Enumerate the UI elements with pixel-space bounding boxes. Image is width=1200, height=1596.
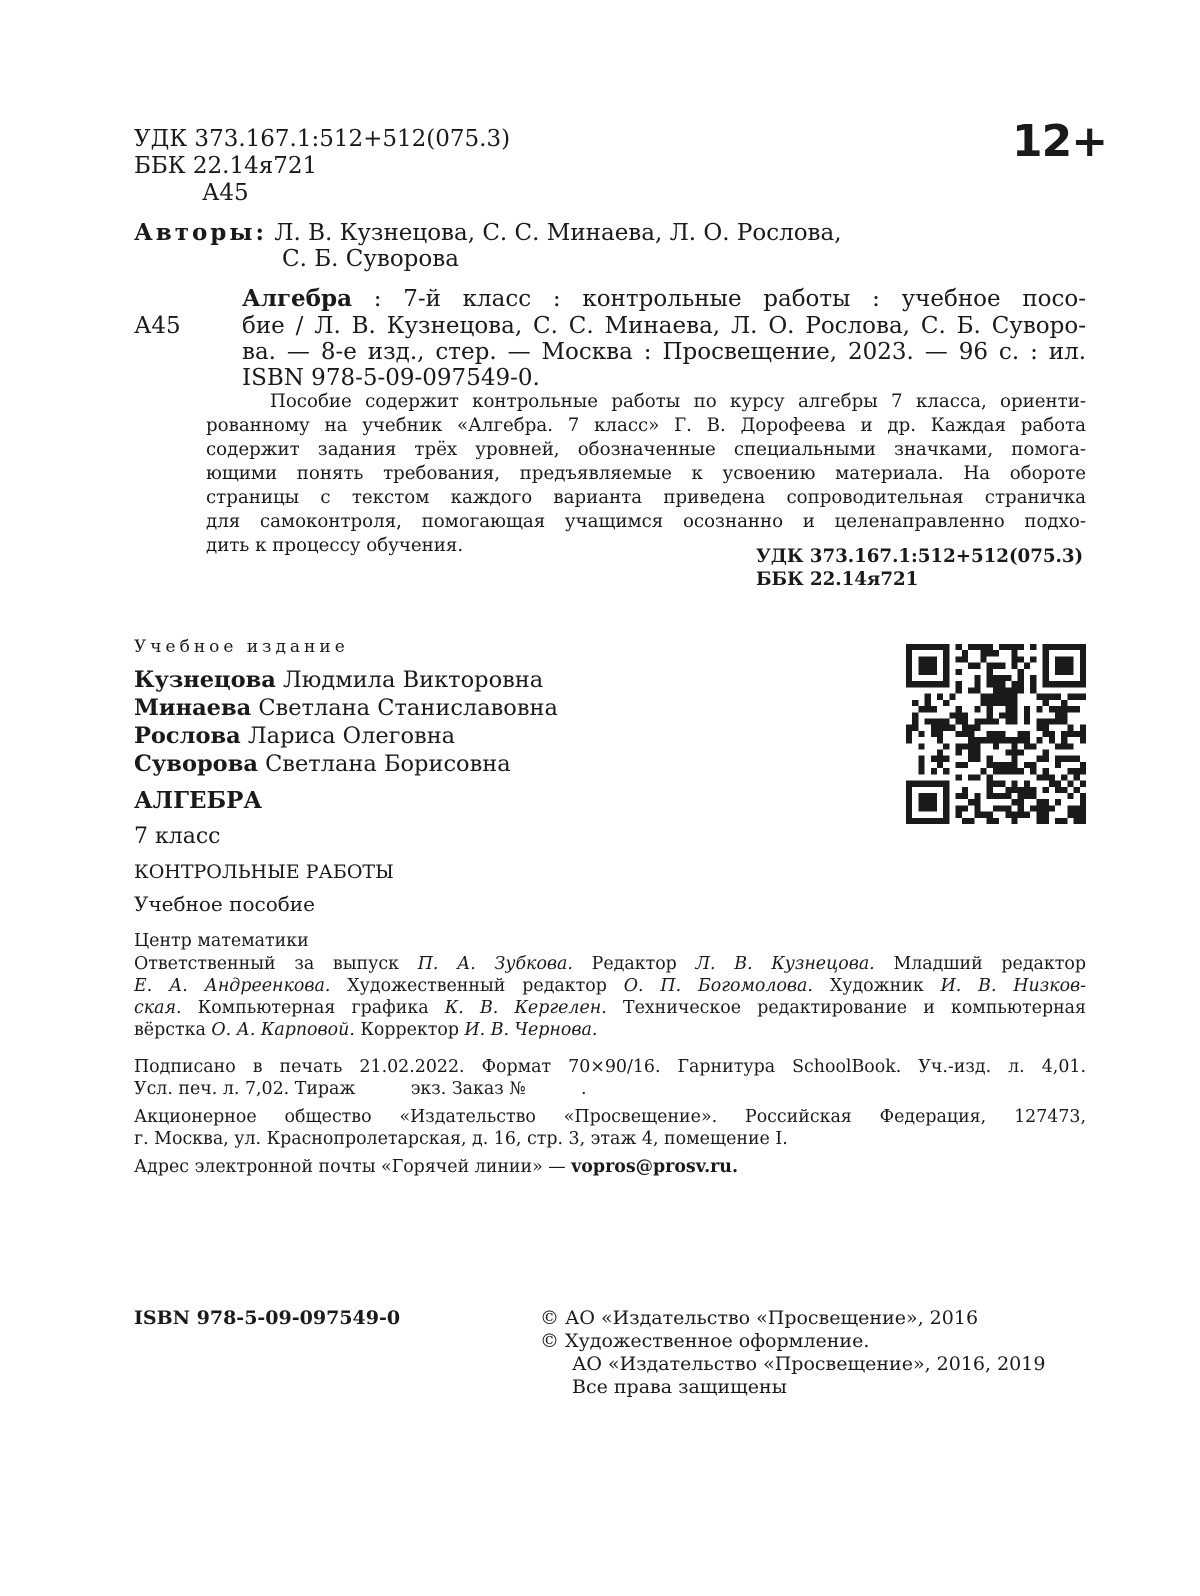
annotation [206, 390, 1086, 558]
author-entry: Рослова Лариса Олеговна [134, 723, 456, 749]
authors-line2: С. Б. Суворова [282, 246, 459, 272]
email-label: Адрес электронной почты «Горячей линии» — [134, 1157, 566, 1177]
authors-label: Авторы: [134, 219, 267, 246]
qr-code-icon [906, 644, 1086, 824]
book-grade: 7 класс [134, 824, 221, 849]
biblio-line3: ва. — 8-е изд., стер. — Москва : Просвещение, 2023. — 96 с. : ил. [242, 339, 1086, 365]
copyright-3: АО «Издательство «Просвещение», 2016, 2019 [572, 1353, 1046, 1375]
bbk-header: ББК 22.14я721 [134, 153, 318, 179]
credits-line2: Е. А. Андреенкова. Художественный редактор О. П. Богомолова. Художник И. В. Низков- [134, 976, 1087, 996]
annotation-line: рованному на учебник «Алгебра. 7 класс» Г. В. Дорофеева и др. Каждая работа [206, 415, 1086, 436]
publisher-line2: г. Москва, ул. Краснопролетарская, д. 16, стр. 3, этаж 4, помещение I. [134, 1129, 788, 1149]
copyright-2: © Художественное оформление. [540, 1330, 870, 1352]
annotation-line: ющими понять требования, предъявляемые к усвоению материала. На обороте [206, 463, 1086, 484]
print-info-line2: Усл. печ. л. 7,02. Тираж экз. Заказ № . [134, 1079, 587, 1099]
biblio-line2: бие / Л. В. Кузнецова, С. С. Минаева, Л. О. Рослова, С. Б. Суворо- [242, 313, 1086, 339]
biblio-line1: Алгебра : 7-й класс : контрольные работы : учебное посо- [242, 285, 1087, 312]
credits-line3: ская. Компьютерная графика К. В. Кергелен. Техническое редактирование и компьютерная [134, 998, 1087, 1018]
annotation-line: дить к процессу обучения. [206, 535, 464, 556]
annotation-line: содержит задания трёх уровней, обозначенные специальными значками, помога- [206, 439, 1086, 460]
authors-line1 [134, 218, 842, 248]
annotation-line: для самоконтроля, помогающая учащимся осознанно и целенаправленно подхо- [206, 511, 1086, 532]
book-kind: Учебное пособие [134, 892, 315, 916]
book-subtitle: КОНТРОЛЬНЫЕ РАБОТЫ [134, 861, 394, 883]
author-entry: Кузнецова Людмила Викторовна [134, 667, 544, 693]
footer-isbn: ISBN 978-5-09-097549-0 [134, 1307, 401, 1329]
age-rating: 12+ [1012, 116, 1108, 167]
author-code: А45 [202, 180, 249, 206]
rights-reserved: Все права защищены [572, 1376, 787, 1398]
email-link[interactable]: vopros@prosv.ru. [571, 1157, 738, 1177]
biblio-isbn: ISBN 978-5-09-097549-0. [242, 365, 540, 391]
authors-names-1: Л. В. Кузнецова, С. С. Минаева, Л. О. Рослова, [274, 220, 842, 246]
print-info-line1: Подписано в печать 21.02.2022. Формат 70×90/16. Гарнитура SchoolBook. Уч.-изд. л. 4,01. [134, 1057, 1086, 1077]
credits-center: Центр математики [134, 931, 309, 951]
udk-header: УДК 373.167.1:512+512(075.3) [134, 126, 511, 152]
annotation-line: страницы с текстом каждого варианта приведена сопроводительная страничка [206, 487, 1086, 508]
author-list [134, 666, 558, 778]
edition-type: Учебное издание [134, 637, 349, 657]
credits-line1: Ответственный за выпуск П. А. Зубкова. Редактор Л. В. Кузнецова. Младший редактор [134, 954, 1087, 974]
publisher-line1: Акционерное общество «Издательство «Просвещение». Российская Федерация, 127473, [134, 1107, 1086, 1127]
biblio-code: А45 [134, 313, 181, 339]
author-entry: Суворова Светлана Борисовна [134, 751, 511, 777]
book-title: АЛГЕБРА [134, 787, 263, 814]
biblio-title: Алгебра [242, 285, 353, 312]
author-entry: Минаева Светлана Станиславовна [134, 695, 558, 721]
annotation-bbk: ББК 22.14я721 [756, 569, 919, 590]
annotation-line: Пособие содержит контрольные работы по курсу алгебры 7 класса, ориенти- [270, 391, 1086, 412]
annotation-udk: УДК 373.167.1:512+512(075.3) [756, 546, 1084, 567]
credits-line4: вёрстка О. А. Карповой. Корректор И. В. Чернова. [134, 1020, 598, 1040]
publisher-email-line [134, 1156, 738, 1178]
copyright-1: © АО «Издательство «Просвещение», 2016 [540, 1307, 979, 1329]
